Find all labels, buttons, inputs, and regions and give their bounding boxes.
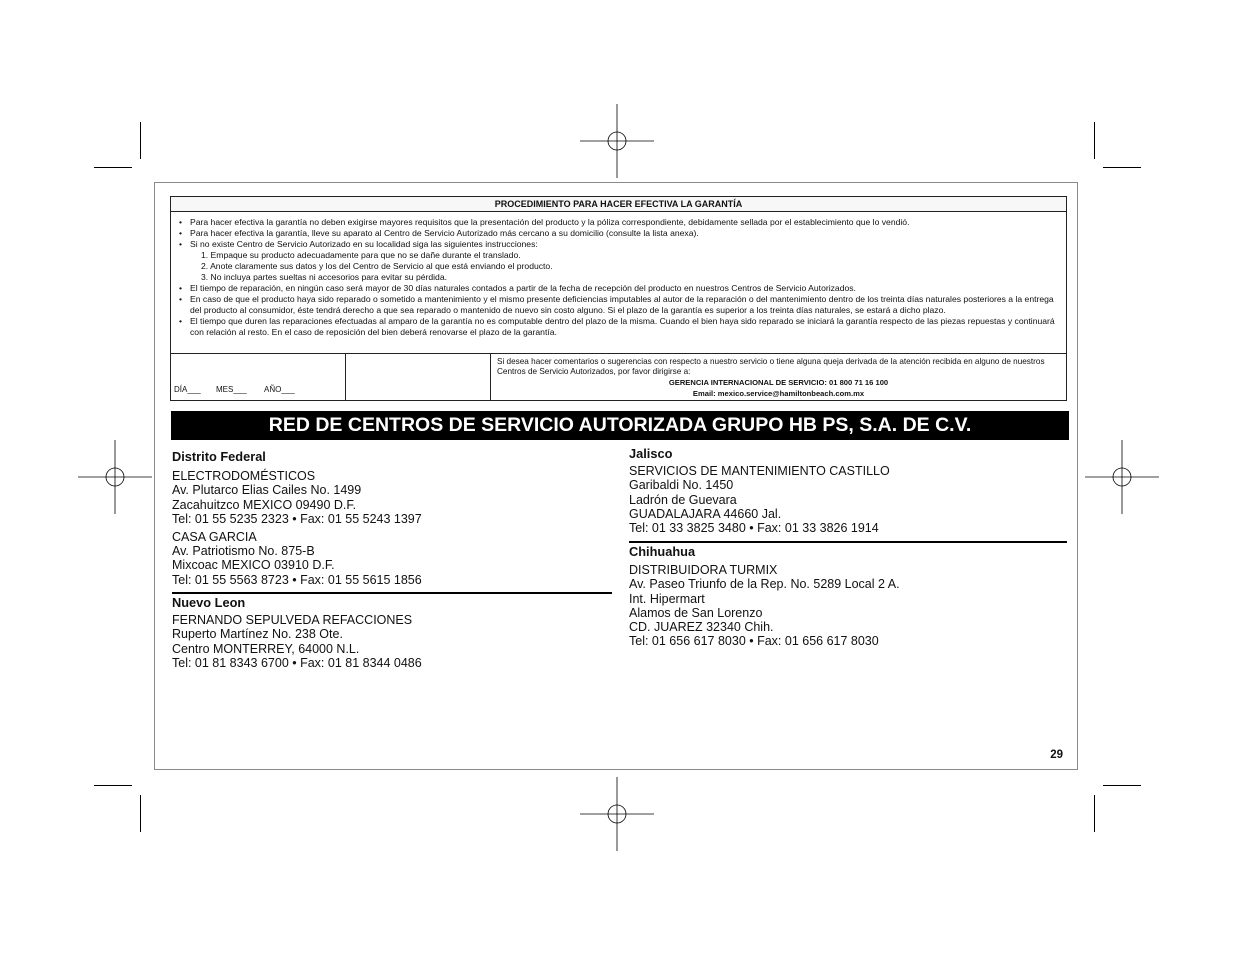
registration-mark — [1085, 440, 1159, 514]
section-title-nuevo-leon: Nuevo Leon — [172, 595, 246, 610]
service-center-nl — [172, 613, 612, 670]
address-line: Tel: 01 81 8343 6700 • Fax: 01 81 8344 0486 — [172, 655, 422, 670]
company-name: FERNANDO SEPULVEDA REFACCIONES — [172, 613, 413, 628]
address-line: Ruperto Martínez No. 238 Ote. — [172, 627, 343, 642]
crop-mark — [140, 795, 141, 832]
warranty-body — [171, 212, 1066, 340]
service-center-ja — [629, 464, 1069, 535]
crop-mark — [1103, 785, 1141, 786]
section-title-distrito-federal: Distrito Federal — [172, 449, 266, 464]
document-page — [154, 182, 1078, 770]
warranty-item: • Para hacer efectiva la garantía no deben exigirse mayores requisitos que la presentación del producto y la póliza correspondiente, debidamente sellada por el establecimiento que lo vendió. — [179, 217, 1060, 228]
contact-text: Si desea hacer comentarios o sugerencias con respecto a nuestro servicio o tiene alguna queja derivada de la atención recibida en alguno de nuestros Centros de Servicio Autorizados, por favor dirigirse a: — [497, 357, 1045, 376]
address-line: Int. Hipermart — [629, 591, 705, 606]
address-line: Tel: 01 33 3825 3480 • Fax: 01 33 3826 1914 — [629, 521, 879, 536]
date-day: DÍA___ — [174, 385, 201, 394]
warranty-instruction: 1. Empaque su producto adecuadamente para que no se dañe durante el translado. — [201, 250, 521, 260]
address-line: GUADALAJARA 44660 Jal. — [629, 506, 782, 521]
section-divider — [172, 592, 612, 594]
address-line: Av. Paseo Triunfo de la Rep. No. 5289 Local 2 A. — [629, 577, 900, 592]
section-divider — [629, 541, 1067, 543]
warranty-item: • En caso de que el producto haya sido reparado o sometido a mantenimiento y el mismo presente deficiencias imputables al autor de la reparación o del mantenimiento dentro de los treinta días naturales posteriores a la entrega del producto al consumidor, éste tendrá derecho a que sea reparado o mantenido de nuevo sin costo alguno. Si el plazo de la garantía es superior a los treinta días naturales, se estará a dicho plazo. — [179, 294, 1060, 316]
address-line: CD. JUAREZ 32340 Chih. — [629, 620, 774, 635]
crop-mark — [1094, 122, 1095, 159]
warranty-item: • El tiempo de reparación, en ningún caso será mayor de 30 días naturales contados a partir de la fecha de recepción del producto en nuestros Centros de Servicio Autorizados. — [179, 283, 1060, 294]
stamp-cell — [346, 354, 491, 400]
service-center-df1 — [172, 469, 612, 526]
date-cell — [171, 354, 346, 400]
address-line: Zacahuitzco MEXICO 09490 D.F. — [172, 497, 357, 512]
section-title-jalisco: Jalisco — [629, 446, 673, 461]
crop-mark — [94, 785, 132, 786]
service-center-ch — [629, 563, 1069, 648]
contact-phone: GERENCIA INTERNACIONAL DE SERVICIO: 01 800 71 16 100 — [668, 378, 889, 387]
crop-mark — [1094, 795, 1095, 832]
section-title-chihuahua: Chihuahua — [629, 544, 696, 559]
crop-mark — [94, 167, 132, 168]
service-network-banner: RED DE CENTROS DE SERVICIO AUTORIZADA GRUPO HB PS, S.A. DE C.V. — [171, 411, 1069, 440]
registration-mark — [580, 104, 654, 178]
page-number: 29 — [1050, 749, 1063, 761]
warranty-instruction: 2. Anote claramente sus datos y los del Centro de Servicio al que está enviando el producto. — [201, 261, 553, 271]
contact-cell — [491, 354, 1066, 400]
address-line: Alamos de San Lorenzo — [629, 605, 763, 620]
address-line: Mixcoac MEXICO 03910 D.F. — [172, 558, 335, 573]
right-column — [629, 447, 1069, 535]
address-line: Av. Plutarco Elias Cailes No. 1499 — [172, 483, 362, 498]
left-column — [172, 450, 612, 587]
registration-mark — [78, 440, 152, 514]
company-name: DISTRIBUIDORA TURMIX — [629, 563, 778, 578]
warranty-item: • Si no existe Centro de Servicio Autorizado en su localidad siga las siguientes instrucciones: — [179, 239, 1060, 250]
address-line: Tel: 01 55 5235 2323 • Fax: 01 55 5243 1397 — [172, 511, 422, 526]
warranty-item: • El tiempo que duren las reparaciones efectuadas al amparo de la garantía no es computable dentro del plazo de la misma. Cuando el bien haya sido reparado se iniciará la garantía respecto de las piezas repuestas y continuará con relación al resto. En el caso de reposición del bien deberá renovarse el plazo de la garantía. — [179, 316, 1060, 338]
address-line: Tel: 01 55 5563 8723 • Fax: 01 55 5615 1856 — [172, 572, 422, 587]
registration-mark — [580, 777, 654, 851]
warranty-title: PROCEDIMIENTO PARA HACER EFECTIVA LA GARANTÍA — [171, 197, 1066, 212]
right-column-chihuahua — [629, 545, 1069, 648]
crop-mark — [140, 122, 141, 159]
left-column-nuevo-leon — [172, 596, 612, 670]
warranty-item: • Para hacer efectiva la garantía, lleve su aparato al Centro de Servicio Autorizado más cercano a su domicilio (consulte la lista anexa). — [179, 228, 1060, 239]
address-line: Tel: 01 656 617 8030 • Fax: 01 656 617 8030 — [629, 634, 879, 649]
service-center-df2 — [172, 530, 612, 587]
warranty-footer — [171, 353, 1066, 400]
address-line: Av. Patriotismo No. 875-B — [172, 544, 315, 559]
warranty-box — [170, 196, 1067, 401]
address-line: Garibaldi No. 1450 — [629, 478, 734, 493]
address-line: Centro MONTERREY, 64000 N.L. — [172, 641, 360, 656]
address-line: Ladrón de Guevara — [629, 492, 737, 507]
contact-email: Email: mexico.service@hamiltonbeach.com.mx — [692, 389, 865, 398]
warranty-instruction: 3. No incluya partes sueltas ni accesorios para evitar su pérdida. — [201, 272, 448, 282]
crop-mark — [1103, 167, 1141, 168]
warranty-list — [179, 217, 1060, 338]
date-month: MES___ — [216, 385, 247, 394]
date-year: AÑO___ — [264, 385, 295, 394]
company-name: SERVICIOS DE MANTENIMIENTO CASTILLO — [629, 464, 890, 479]
company-name: CASA GARCIA — [172, 530, 257, 545]
company-name: ELECTRODOMÉSTICOS — [172, 469, 316, 484]
